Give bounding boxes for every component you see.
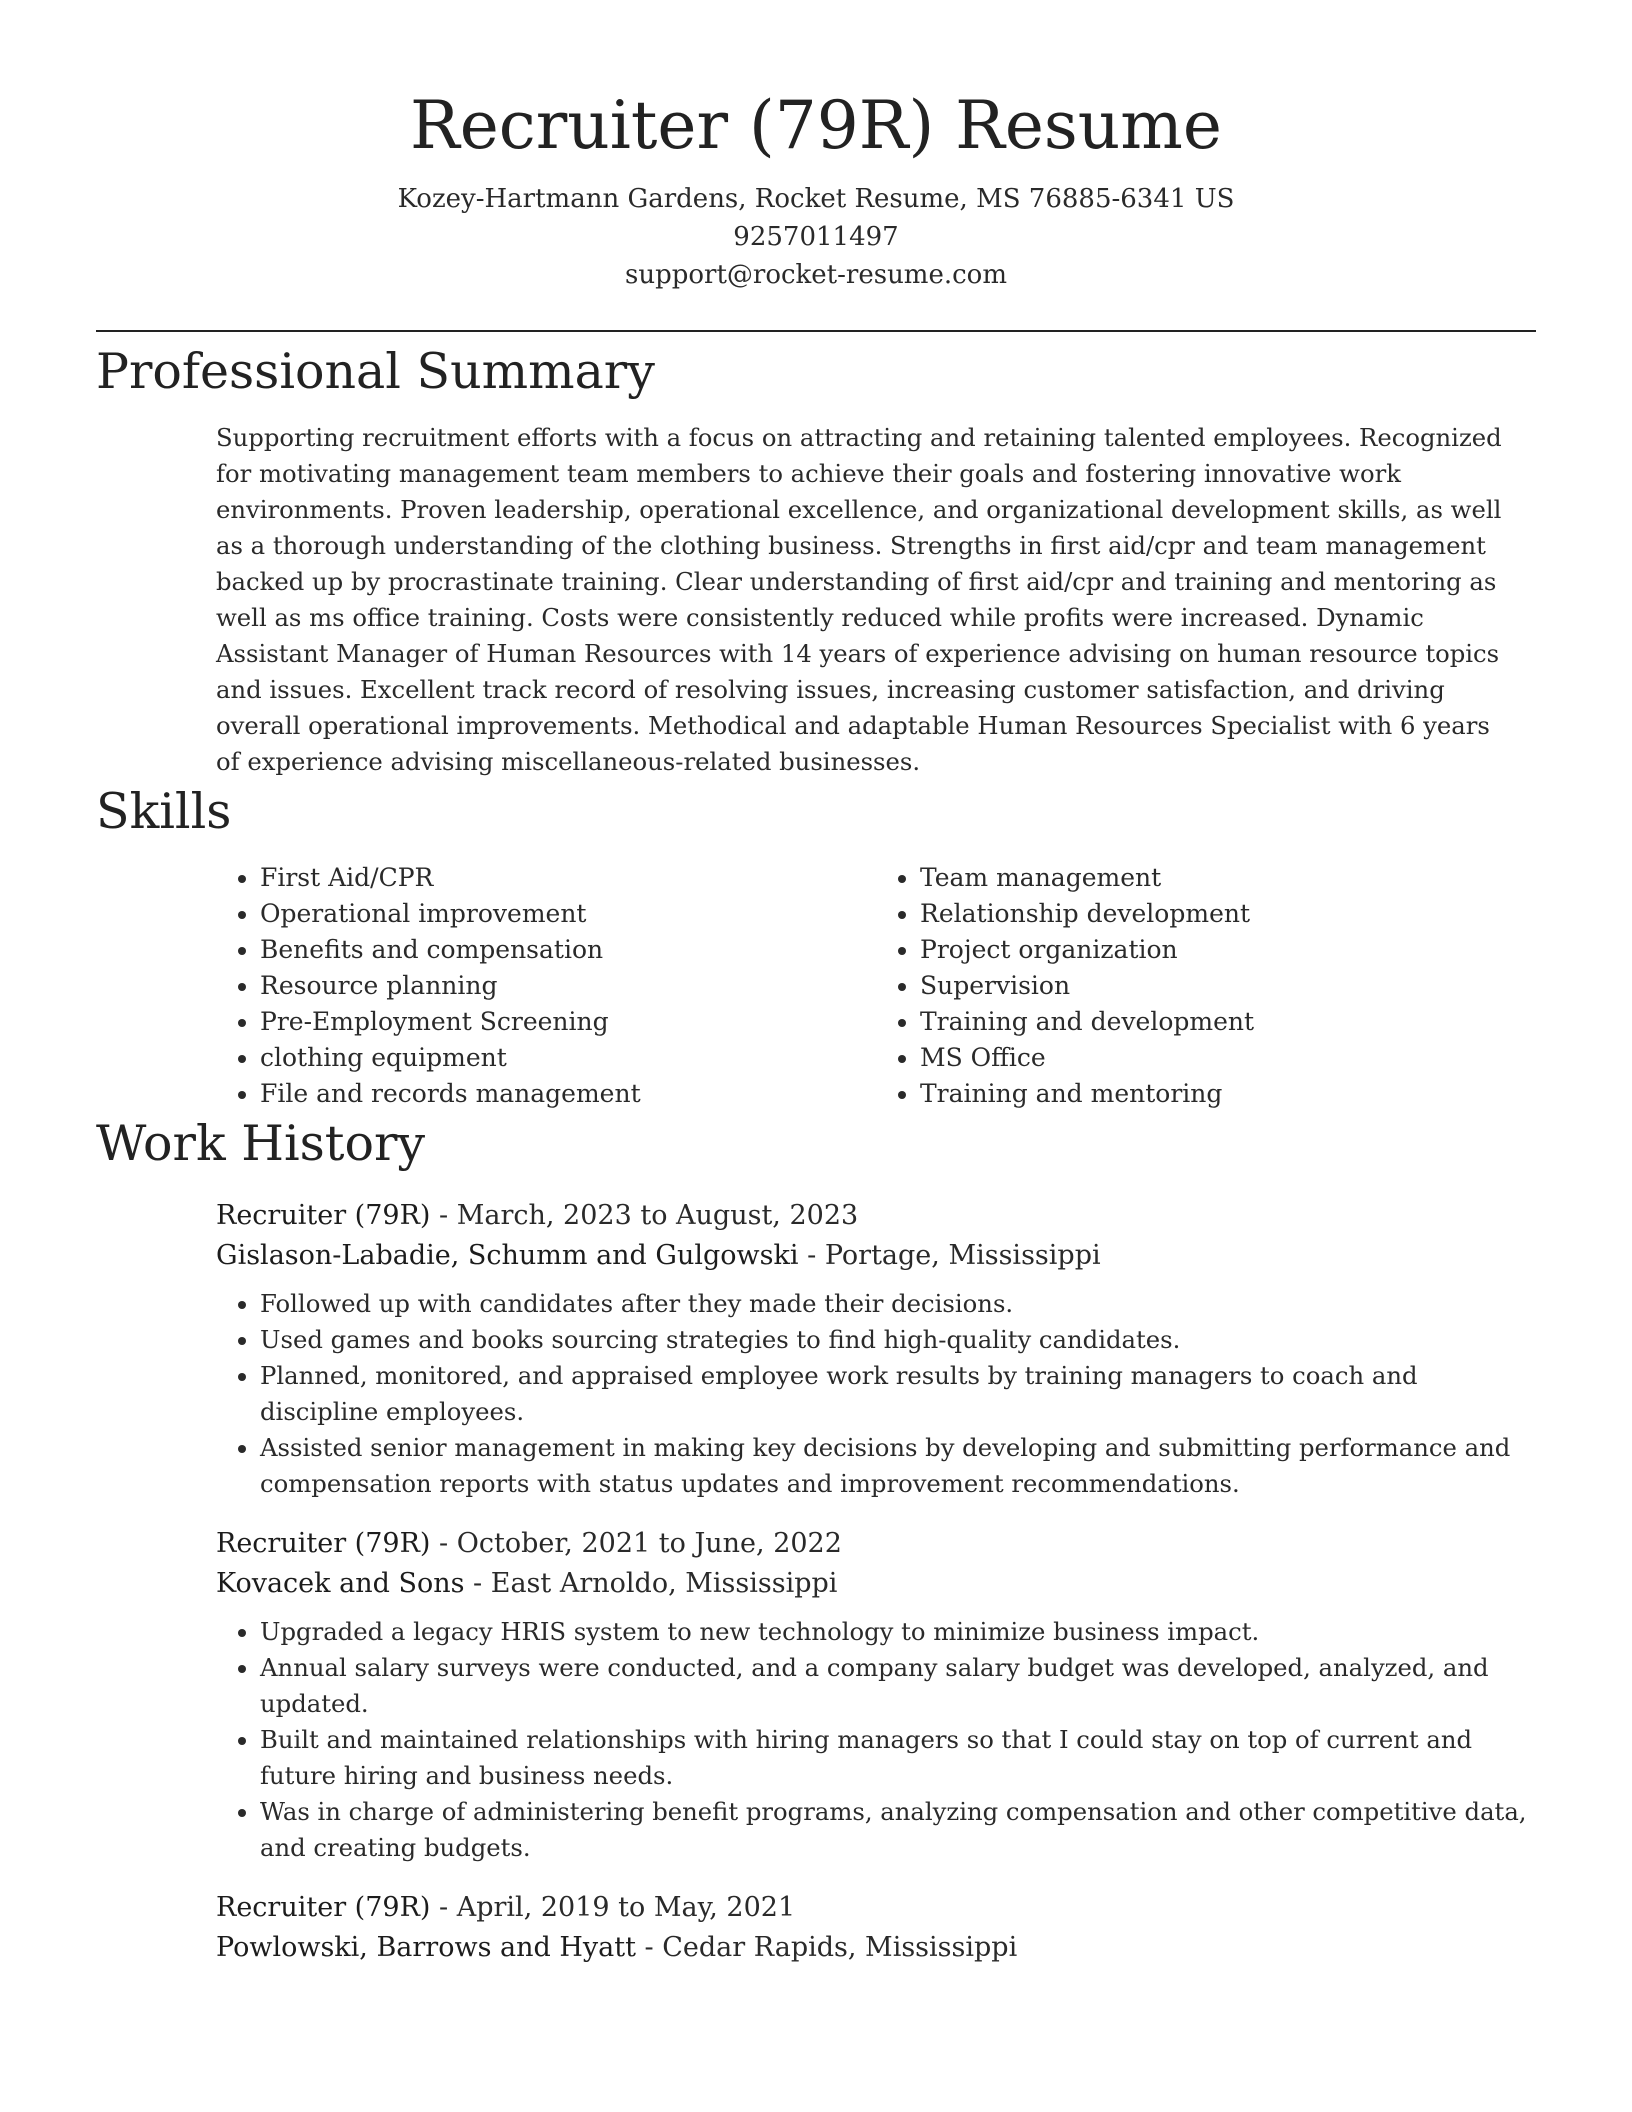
work-history-heading: Work History [96,1115,426,1172]
job-company-line: Kovacek and Sons - East Arnoldo, Mississippi [216,1568,838,1599]
job-dates: March, 2023 to August, 2023 [456,1200,859,1231]
skill-item: • Resource planning [260,968,876,1004]
skill-item: • Operational improvement [260,896,876,932]
header-divider [96,330,1536,332]
skill-item: • Training and mentoring [920,1076,1536,1112]
job-bullet: • Used games and books sourcing strategies to find high-quality candidates. [260,1322,1536,1358]
job-title: Recruiter (79R) [216,1892,431,1923]
job-bullet: • Was in charge of administering benefit programs, analyzing compensation and other competitive data, and creating budgets. [260,1794,1536,1866]
summary-heading: Professional Summary [96,343,655,400]
skill-item: • Training and development [920,1004,1536,1040]
job-entry [216,1196,1536,1502]
skill-item: • clothing equipment [260,1040,876,1076]
skill-item: • Pre-Employment Screening [260,1004,876,1040]
resume-page [96,0,1536,1968]
contact-block [96,180,1536,294]
skill-item: • Supervision [920,968,1536,1004]
job-bullet: • Upgraded a legacy HRIS system to new technology to minimize business impact. [260,1614,1536,1650]
skill-item: • First Aid/CPR [260,860,876,896]
job-company-line: Gislason-Labadie, Schumm and Gulgowski - Portage, Mississippi [216,1240,1101,1271]
job-location: Cedar Rapids, Mississippi [662,1932,1018,1963]
job-title-line: Recruiter (79R) - October, 2021 to June, 2022 [216,1528,842,1559]
job-bullets [216,1286,1536,1502]
job-bullet: • Followed up with candidates after they made their decisions. [260,1286,1536,1322]
job-title: Recruiter (79R) [216,1528,431,1559]
skill-item: • Project organization [920,932,1536,968]
skill-item: • Benefits and compensation [260,932,876,968]
job-bullets [216,1614,1536,1866]
skills-grid [216,860,1536,1112]
job-title: Recruiter (79R) [216,1200,431,1231]
skill-item: • Relationship development [920,896,1536,932]
job-company: Gislason-Labadie, Schumm and Gulgowski [216,1240,799,1271]
contact-phone: 9257011497 [733,222,899,252]
job-bullet: • Built and maintained relationships with hiring managers so that I could stay on top of current and future hiring and business needs. [260,1722,1536,1794]
job-dates: April, 2019 to May, 2021 [456,1892,796,1923]
skills-heading: Skills [96,783,232,840]
job-bullet: • Planned, monitored, and appraised employee work results by training managers to coach and discipline employees. [260,1358,1536,1430]
job-title-line: Recruiter (79R) - March, 2023 to August, 2023 [216,1200,859,1231]
job-bullet: • Annual salary surveys were conducted, and a company salary budget was developed, analyzed, and updated. [260,1650,1536,1722]
contact-email: support@rocket-resume.com [624,260,1007,290]
skills-column-left [216,860,876,1112]
summary-text: Supporting recruitment efforts with a focus on attracting and retaining talented employees. Recognized for motivating management team members to achieve their goals and fostering innovative work environments. Proven leadership, operational excellence, and organizational development skills, as well as a thorough understanding of the clothing business. Strengths in first aid/cpr and team management backed up by procrastinate training. Clear understanding of first aid/cpr and training and mentoring as well as ms office training. Costs were consistently reduced while profits were increased. Dynamic Assistant Manager of Human Resources with 14 years of experience advising on human resource topics and issues. Excellent track record of resolving issues, increasing customer satisfaction, and driving overall operational improvements. Methodical and adaptable Human Resources Specialist with 6 years of experience advising miscellaneous-related businesses. [216,423,1502,776]
job-company-line: Powlowski, Barrows and Hyatt - Cedar Rapids, Mississippi [216,1932,1018,1963]
skills-column-right [876,860,1536,1112]
skill-item: • Team management [920,860,1536,896]
job-title-line: Recruiter (79R) - April, 2019 to May, 2021 [216,1892,796,1923]
job-company: Powlowski, Barrows and Hyatt [216,1932,636,1963]
job-location: East Arnoldo, Mississippi [490,1568,838,1599]
job-dates: October, 2021 to June, 2022 [456,1528,842,1559]
skill-item: • MS Office [920,1040,1536,1076]
resume-title: Recruiter (79R) Resume [410,87,1222,164]
contact-address: Kozey-Hartmann Gardens, Rocket Resume, MS 76885-6341 US [397,184,1235,214]
job-entry [216,1888,1536,1968]
job-bullet: • Assisted senior management in making key decisions by developing and submitting performance and compensation reports with status updates and improvement recommendations. [260,1430,1536,1502]
skill-item: • File and records management [260,1076,876,1112]
job-entry [216,1524,1536,1866]
job-company: Kovacek and Sons [216,1568,465,1599]
resume-header [96,0,1536,294]
job-location: Portage, Mississippi [824,1240,1101,1271]
